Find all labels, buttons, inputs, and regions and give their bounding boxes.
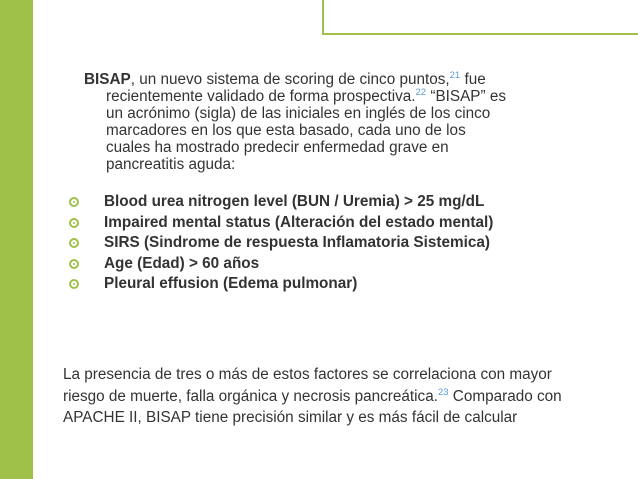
criterion-sirs: SIRS (Sindrome de respuesta Inflamatoria Sistemica) [104, 234, 490, 251]
corner-decoration [322, 0, 638, 35]
intro-paragraph [84, 71, 514, 173]
slide-frame-line [20, 0, 22, 479]
reference-22[interactable]: 22 [415, 87, 427, 98]
bisap-term: BISAP [84, 71, 131, 88]
list-item [69, 214, 539, 232]
ring-bullet-icon [69, 259, 79, 269]
criterion-age: Age (Edad) > 60 años [104, 254, 260, 272]
conclusion-paragraph [63, 364, 593, 429]
conclusion-text-2: Comparado con APACHE II, BISAP tiene precisión similar y es más fácil de calcular [63, 387, 562, 426]
ring-bullet-icon [69, 238, 79, 248]
list-item [69, 193, 539, 211]
intro-text-3: “BISAP” es un acrónimo (sigla) de las iniciales en inglés de los cinco marcadores en los que esta basado, cada uno de los cuales ha mostrado predecir enfermedad grave en pancreatitis aguda: [106, 88, 506, 173]
bisap-criteria-list [69, 193, 539, 296]
ring-bullet-icon [69, 218, 79, 228]
intro-text-1: , un nuevo sistema de scoring de cinco puntos, [130, 71, 450, 88]
list-item [69, 234, 539, 252]
intro-text-2: fue recientemente validado de forma prospectiva. [106, 71, 486, 105]
criterion-pleural-effusion: Pleural effusion (Edema pulmonar) [104, 275, 358, 292]
reference-23[interactable]: 23 [437, 386, 449, 398]
list-item [69, 255, 539, 273]
list-item [69, 275, 539, 293]
criterion-mental-status: Impaired mental status (Alteración del estado mental) [104, 213, 494, 231]
ring-bullet-icon [69, 279, 79, 289]
bottom-divider [33, 455, 638, 457]
reference-21[interactable]: 21 [449, 70, 461, 81]
ring-bullet-icon [69, 197, 79, 207]
criterion-bun: Blood urea nitrogen level (BUN / Uremia) > 25 mg/dL [104, 193, 485, 210]
conclusion-text-1: La presencia de tres o más de estos factores se correlaciona con mayor riesgo de muerte, falla orgánica y necrosis pancreática. [63, 366, 552, 405]
